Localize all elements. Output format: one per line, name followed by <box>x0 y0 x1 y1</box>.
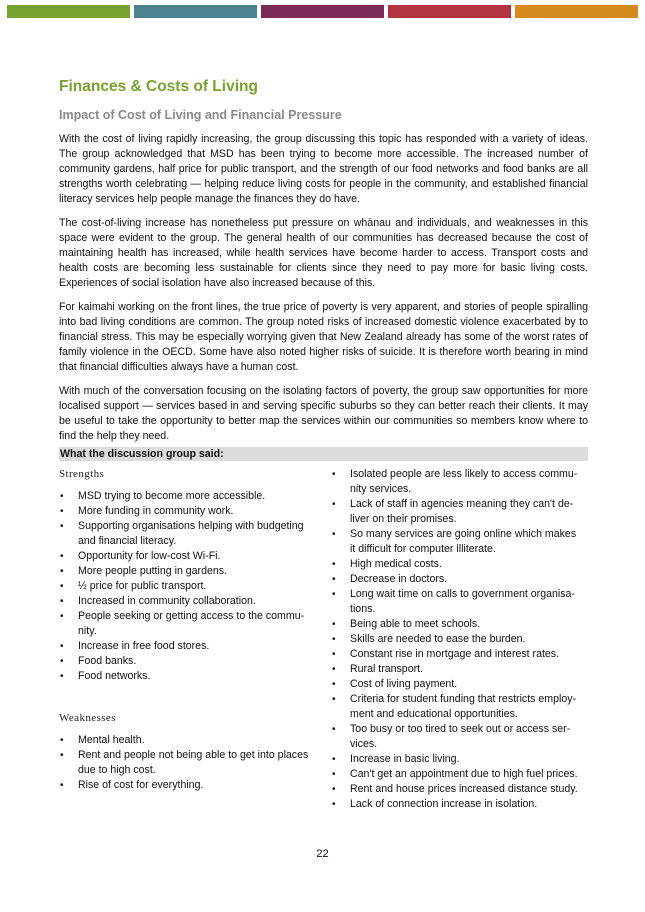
list-item <box>331 797 583 812</box>
list-item <box>59 579 315 594</box>
list-item-text: Criteria for student funding that restricts employ-ment and educational opportunities. <box>350 693 577 720</box>
bullet-icon: • <box>332 499 336 510</box>
list-item <box>59 564 315 579</box>
list-item-text: Too busy or too tired to seek out or access ser-vices. <box>350 723 571 750</box>
bullet-icon: • <box>60 735 64 746</box>
bullet-icon: • <box>60 780 64 791</box>
list-item-text: Long wait time on calls to government organisa-tions. <box>350 588 575 615</box>
bullet-icon: • <box>332 784 336 795</box>
list-item-text: Food banks. <box>78 655 137 667</box>
header-color-stripes <box>7 5 638 18</box>
list-item <box>59 609 315 639</box>
list-item <box>59 549 315 564</box>
bullet-icon: • <box>60 656 64 667</box>
section-subtitle: Impact of Cost of Living and Financial Pressure <box>59 108 342 122</box>
bullet-icon: • <box>60 750 64 761</box>
bullet-icon: • <box>332 469 336 480</box>
weaknesses-list-right <box>331 467 583 812</box>
bullet-icon: • <box>332 664 336 675</box>
main-content <box>59 78 588 453</box>
bullet-icon: • <box>60 491 64 502</box>
strengths-heading: Strengths <box>59 468 105 480</box>
bullet-icon: • <box>332 619 336 630</box>
list-item <box>59 519 315 549</box>
bullet-icon: • <box>332 769 336 780</box>
list-item-text: Increase in free food stores. <box>78 640 210 652</box>
body-paragraph: For kaimahi working on the front lines, the true price of poverty is very apparent, and stories of people spiralling into bad living conditions are common. The group noted risks of increased domestic violence exacerbated by to financial stress. This may be especially worrying given that New Zealand already has some of the worst rates of family violence in the OECD. Some have also noted higher risks of suicide. It is therefore worth bearing in mind that financial difficulties always have a human cost. <box>59 301 588 373</box>
list-item-text: Increase in basic living. <box>350 753 460 765</box>
weaknesses-heading: Weaknesses <box>59 712 116 724</box>
body-paragraph: The cost-of-living increase has nonetheless put pressure on whānau and individuals, and weaknesses in this space were evident to the group. The general health of our communities has decreased because the cost of maintaining health has increased, while health services have become harder to access. Transport costs and health costs are becoming less sustainable for clients since they need to pay more for basic living costs. Experiences of social isolation have also increased because of this. <box>59 217 588 289</box>
bullet-icon: • <box>60 506 64 517</box>
list-item <box>59 733 315 748</box>
list-item <box>331 632 583 647</box>
list-item <box>331 722 583 752</box>
list-item <box>59 504 315 519</box>
bullet-icon: • <box>60 581 64 592</box>
bullet-icon: • <box>332 589 336 600</box>
list-item <box>331 647 583 662</box>
list-item-text: Decrease in doctors. <box>350 573 448 585</box>
bullet-icon: • <box>332 694 336 705</box>
bullet-icon: • <box>60 551 64 562</box>
page-title: Finances & Costs of Living <box>59 78 258 95</box>
list-item <box>331 557 583 572</box>
stripe-teal <box>134 5 257 18</box>
bullet-icon: • <box>60 596 64 607</box>
bullet-icon: • <box>60 671 64 682</box>
list-item-text: Isolated people are less likely to access commu-nity services. <box>350 468 578 495</box>
list-item-text: Being able to meet schools. <box>350 618 481 630</box>
list-item <box>331 752 583 767</box>
stripe-orange <box>515 5 638 18</box>
list-item-text: Food networks. <box>78 670 151 682</box>
list-item <box>331 677 583 692</box>
list-item <box>331 572 583 587</box>
list-item-text: MSD trying to become more accessible. <box>78 490 266 502</box>
bullet-icon: • <box>332 574 336 585</box>
list-item <box>59 489 315 504</box>
list-item-text: Can't get an appointment due to high fuel prices. <box>350 768 578 780</box>
bullet-icon: • <box>332 679 336 690</box>
list-item-text: Rise of cost for everything. <box>78 779 204 791</box>
stripe-plum <box>261 5 384 18</box>
bullet-icon: • <box>332 754 336 765</box>
list-item <box>331 662 583 677</box>
bullet-icon: • <box>60 611 64 622</box>
list-item-text: Supporting organisations helping with budgeting and financial literacy. <box>78 520 304 547</box>
list-item <box>59 748 315 778</box>
list-item-text: Rent and people not being able to get into places due to high cost. <box>78 749 309 776</box>
weaknesses-list-left <box>59 733 315 793</box>
bullet-icon: • <box>60 521 64 532</box>
bullet-icon: • <box>332 529 336 540</box>
bullet-icon: • <box>332 559 336 570</box>
list-item-text: More funding in community work. <box>78 505 234 517</box>
bullet-icon: • <box>332 634 336 645</box>
list-item-text: Mental health. <box>78 734 145 746</box>
list-item <box>331 782 583 797</box>
list-item <box>59 778 315 793</box>
list-item-text: So many services are going online which makes it difficult for computer illiterate. <box>350 528 577 555</box>
discussion-heading-bar: What the discussion group said: <box>59 447 588 461</box>
body-paragraph: With much of the conversation focusing on the isolating factors of poverty, the group saw opportunities for more localised support — services based in and serving specific suburbs so they can better reach their clients. It may be useful to take the opportunity to better map the services within our communities so members know where to find the help they need. <box>59 385 588 442</box>
bullet-icon: • <box>60 641 64 652</box>
list-item <box>59 594 315 609</box>
list-item-text: Increased in community collaboration. <box>78 595 256 607</box>
bullet-icon: • <box>60 566 64 577</box>
list-item <box>59 669 315 684</box>
list-item <box>331 587 583 617</box>
left-column <box>59 467 315 793</box>
list-item <box>59 639 315 654</box>
list-item <box>331 617 583 632</box>
list-item <box>59 654 315 669</box>
list-item-text: More people putting in gardens. <box>78 565 228 577</box>
list-item <box>331 467 583 497</box>
list-item-text: Lack of staff in agencies meaning they can't de-liver on their promises. <box>350 498 574 525</box>
list-item-text: High medical costs. <box>350 558 442 570</box>
list-item-text: Skills are needed to ease the burden. <box>350 633 526 645</box>
list-item-text: Rent and house prices increased distance study. <box>350 783 578 795</box>
list-item-text: Opportunity for low-cost Wi-Fi. <box>78 550 221 562</box>
list-item-text: Lack of connection increase in isolation. <box>350 798 538 810</box>
list-item <box>331 527 583 557</box>
stripe-red <box>388 5 511 18</box>
list-item-text: Cost of living payment. <box>350 678 458 690</box>
page-number: 22 <box>316 848 329 860</box>
stripe-green <box>7 5 130 18</box>
list-item <box>331 497 583 527</box>
strengths-list <box>59 489 315 684</box>
right-column <box>331 467 583 812</box>
list-item-text: ½ price for public transport. <box>78 580 207 592</box>
bullet-icon: • <box>332 799 336 810</box>
bullet-icon: • <box>332 724 336 735</box>
list-item-text: Rural transport. <box>350 663 424 675</box>
bullet-icon: • <box>332 649 336 660</box>
list-item <box>331 692 583 722</box>
body-paragraph: With the cost of living rapidly increasing, the group discussing this topic has responded with a variety of ideas. The group acknowledged that MSD has been trying to become more accessible. The increased number of community gardens, half price for public transport, and the strength of our food networks and food banks are all strengths worth celebrating — helping reduce living costs for people in the community, and established financial literacy services help people manage the finances they do have. <box>59 133 588 205</box>
list-item-text: Constant rise in mortgage and interest rates. <box>350 648 560 660</box>
list-item <box>331 767 583 782</box>
list-item-text: People seeking or getting access to the commu-nity. <box>78 610 305 637</box>
